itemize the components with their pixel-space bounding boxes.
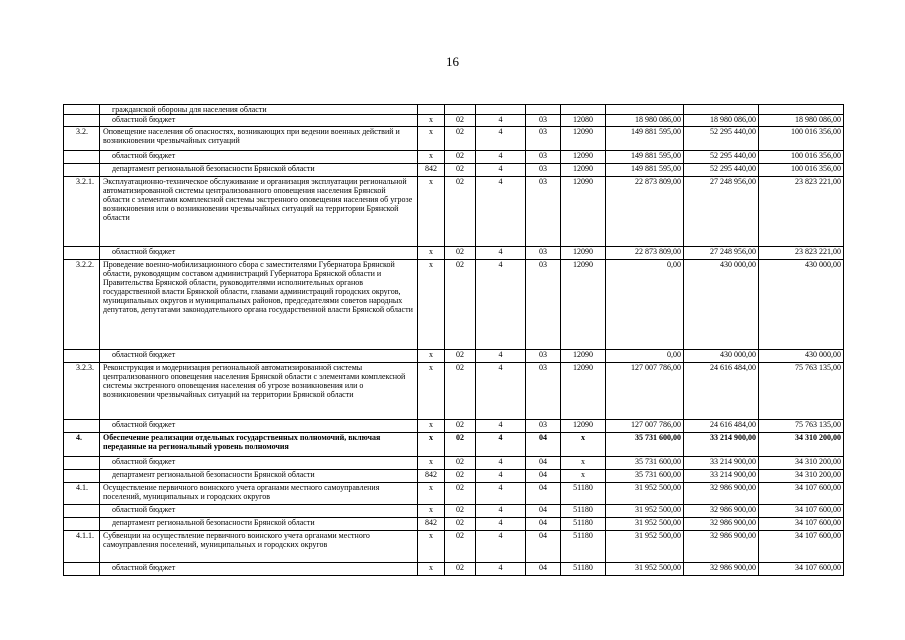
cell-osn: 03 (526, 177, 561, 247)
cell-value-1: 35 731 600,00 (606, 457, 684, 470)
cell-direction-code: 12090 (561, 127, 606, 151)
cell-number (64, 470, 100, 483)
cell-value-3: 34 310 200,00 (759, 470, 844, 483)
cell-value-2: 24 616 484,00 (684, 363, 759, 420)
budget-table-body (64, 105, 844, 576)
cell-admin-code: x (418, 350, 445, 363)
cell-value-3: 34 107 600,00 (759, 563, 844, 576)
cell-value-1: 0,00 (606, 350, 684, 363)
cell-pgp: 4 (476, 127, 526, 151)
cell-direction-code: x (561, 470, 606, 483)
cell-pgp: 4 (476, 151, 526, 164)
cell-value-2: 27 248 956,00 (684, 177, 759, 247)
cell-number (64, 457, 100, 470)
cell-admin-code: x (418, 563, 445, 576)
cell-value-3: 430 000,00 (759, 350, 844, 363)
cell-value-2: 52 295 440,00 (684, 151, 759, 164)
cell-pgp (476, 105, 526, 115)
table-row (64, 531, 844, 563)
cell-number (64, 518, 100, 531)
table-row (64, 433, 844, 457)
cell-value-1: 149 881 595,00 (606, 164, 684, 177)
cell-value-1: 31 952 500,00 (606, 518, 684, 531)
cell-value-3: 34 310 200,00 (759, 457, 844, 470)
cell-osn: 03 (526, 164, 561, 177)
cell-pgp: 4 (476, 518, 526, 531)
cell-direction-code: 51180 (561, 518, 606, 531)
table-row (64, 177, 844, 247)
cell-value-2: 33 214 900,00 (684, 470, 759, 483)
cell-admin-code: x (418, 177, 445, 247)
cell-value-3 (759, 105, 844, 115)
table-row (64, 247, 844, 260)
cell-gp: 02 (445, 247, 476, 260)
cell-value-1: 31 952 500,00 (606, 483, 684, 505)
cell-name: департамент региональной безопасности Брянской области (100, 470, 418, 483)
cell-name: Реконструкция и модернизация региональной автоматизированной системы централизованного оповещения населения Брянской области с элементами комплексной системы экстренного оповещения населения об угрозе возникновения или о возникновении чрезвычайных ситуаций на территории Брянской области (100, 363, 418, 420)
cell-value-3: 430 000,00 (759, 260, 844, 350)
cell-value-2: 32 986 900,00 (684, 531, 759, 563)
cell-direction-code: 12080 (561, 115, 606, 127)
cell-number: 4.1. (64, 483, 100, 505)
cell-value-2: 33 214 900,00 (684, 433, 759, 457)
cell-value-3: 18 980 086,00 (759, 115, 844, 127)
cell-value-2: 24 616 484,00 (684, 420, 759, 433)
cell-pgp: 4 (476, 363, 526, 420)
table-row (64, 363, 844, 420)
cell-pgp: 4 (476, 531, 526, 563)
cell-admin-code: 842 (418, 164, 445, 177)
cell-value-1: 31 952 500,00 (606, 563, 684, 576)
cell-pgp: 4 (476, 260, 526, 350)
cell-value-3: 34 107 600,00 (759, 531, 844, 563)
cell-value-3: 34 107 600,00 (759, 483, 844, 505)
cell-name: департамент региональной безопасности Брянской области (100, 518, 418, 531)
cell-value-2 (684, 105, 759, 115)
cell-value-2: 32 986 900,00 (684, 505, 759, 518)
cell-value-1: 31 952 500,00 (606, 531, 684, 563)
cell-direction-code: 12090 (561, 363, 606, 420)
cell-admin-code: x (418, 260, 445, 350)
table-row (64, 563, 844, 576)
cell-pgp: 4 (476, 350, 526, 363)
cell-osn: 03 (526, 363, 561, 420)
cell-pgp: 4 (476, 420, 526, 433)
cell-value-3: 100 016 356,00 (759, 164, 844, 177)
cell-osn: 04 (526, 433, 561, 457)
cell-name: областной бюджет (100, 420, 418, 433)
cell-number (64, 350, 100, 363)
cell-direction-code (561, 105, 606, 115)
cell-direction-code: 12090 (561, 164, 606, 177)
cell-gp: 02 (445, 420, 476, 433)
cell-direction-code: 12090 (561, 260, 606, 350)
cell-number (64, 563, 100, 576)
cell-gp: 02 (445, 483, 476, 505)
cell-admin-code: x (418, 127, 445, 151)
cell-value-2: 32 986 900,00 (684, 563, 759, 576)
cell-name: гражданской обороны для населения области (100, 105, 418, 115)
budget-table (63, 104, 844, 576)
cell-admin-code: x (418, 505, 445, 518)
cell-osn: 04 (526, 518, 561, 531)
cell-gp: 02 (445, 151, 476, 164)
cell-osn: 03 (526, 247, 561, 260)
cell-number: 3.2.1. (64, 177, 100, 247)
cell-value-3: 23 823 221,00 (759, 177, 844, 247)
cell-admin-code: x (418, 420, 445, 433)
cell-gp: 02 (445, 164, 476, 177)
cell-gp: 02 (445, 531, 476, 563)
cell-value-3: 34 310 200,00 (759, 433, 844, 457)
cell-osn: 03 (526, 420, 561, 433)
cell-value-2: 52 295 440,00 (684, 127, 759, 151)
cell-osn: 04 (526, 483, 561, 505)
cell-value-3: 23 823 221,00 (759, 247, 844, 260)
cell-direction-code: 51180 (561, 483, 606, 505)
table-row (64, 470, 844, 483)
cell-admin-code: x (418, 363, 445, 420)
page-number: 16 (446, 54, 459, 69)
cell-direction-code: 12090 (561, 151, 606, 164)
cell-direction-code: 12090 (561, 247, 606, 260)
cell-value-2: 430 000,00 (684, 260, 759, 350)
cell-value-1: 127 007 786,00 (606, 363, 684, 420)
cell-osn: 04 (526, 531, 561, 563)
cell-gp: 02 (445, 363, 476, 420)
table-row (64, 420, 844, 433)
table-row (64, 115, 844, 127)
cell-gp (445, 105, 476, 115)
cell-osn: 03 (526, 115, 561, 127)
cell-name: областной бюджет (100, 505, 418, 518)
cell-name: областной бюджет (100, 115, 418, 127)
table-row (64, 483, 844, 505)
cell-value-1: 35 731 600,00 (606, 470, 684, 483)
cell-name: областной бюджет (100, 151, 418, 164)
cell-osn: 03 (526, 260, 561, 350)
cell-value-3: 100 016 356,00 (759, 127, 844, 151)
cell-pgp: 4 (476, 177, 526, 247)
cell-gp: 02 (445, 563, 476, 576)
cell-number (64, 151, 100, 164)
cell-gp: 02 (445, 457, 476, 470)
cell-value-3: 100 016 356,00 (759, 151, 844, 164)
cell-gp: 02 (445, 505, 476, 518)
cell-pgp: 4 (476, 505, 526, 518)
cell-value-2: 430 000,00 (684, 350, 759, 363)
cell-pgp: 4 (476, 470, 526, 483)
cell-number: 4. (64, 433, 100, 457)
cell-admin-code: x (418, 531, 445, 563)
cell-gp: 02 (445, 127, 476, 151)
cell-direction-code: 12090 (561, 177, 606, 247)
table-row (64, 350, 844, 363)
cell-number (64, 247, 100, 260)
cell-direction-code: x (561, 457, 606, 470)
table-row (64, 518, 844, 531)
cell-admin-code: 842 (418, 518, 445, 531)
cell-number (64, 164, 100, 177)
cell-value-1: 149 881 595,00 (606, 151, 684, 164)
cell-direction-code: 12090 (561, 350, 606, 363)
table-row (64, 260, 844, 350)
cell-admin-code: 842 (418, 470, 445, 483)
cell-value-2: 33 214 900,00 (684, 457, 759, 470)
table-row (64, 151, 844, 164)
cell-value-3: 34 107 600,00 (759, 518, 844, 531)
cell-number: 3.2.3. (64, 363, 100, 420)
cell-value-1: 22 873 809,00 (606, 247, 684, 260)
table-row (64, 105, 844, 115)
cell-osn: 04 (526, 505, 561, 518)
cell-value-3: 34 107 600,00 (759, 505, 844, 518)
cell-value-3: 75 763 135,00 (759, 420, 844, 433)
cell-value-2: 32 986 900,00 (684, 518, 759, 531)
cell-value-3: 75 763 135,00 (759, 363, 844, 420)
cell-name: департамент региональной безопасности Брянской области (100, 164, 418, 177)
cell-pgp: 4 (476, 247, 526, 260)
cell-pgp: 4 (476, 433, 526, 457)
cell-direction-code: 51180 (561, 531, 606, 563)
cell-osn: 03 (526, 151, 561, 164)
cell-value-1 (606, 105, 684, 115)
cell-number (64, 420, 100, 433)
cell-name: областной бюджет (100, 350, 418, 363)
cell-number: 4.1.1. (64, 531, 100, 563)
cell-name: Проведение военно-мобилизационного сбора с заместителями Губернатора Брянской области, руководящим составом администраций Губернатора Брянской области и Правительства Брянской области, руководителями исполнительных органов государственной власти Брянской области, главами администраций городских округов, муниципальных округов и муниципальных районов, председателями советов народных депутатов, депутатами законодательного органа государственной власти Брянской области (100, 260, 418, 350)
cell-value-1: 149 881 595,00 (606, 127, 684, 151)
cell-gp: 02 (445, 433, 476, 457)
cell-value-1: 127 007 786,00 (606, 420, 684, 433)
cell-name: Обеспечение реализации отдельных государственных полномочий, включая переданные на региональный уровень полномочия (100, 433, 418, 457)
cell-name: Субвенции на осуществление первичного воинского учета органами местного самоуправления поселений, муниципальных и городских округов (100, 531, 418, 563)
cell-direction-code: x (561, 433, 606, 457)
cell-value-2: 32 986 900,00 (684, 483, 759, 505)
cell-value-1: 18 980 086,00 (606, 115, 684, 127)
cell-name: областной бюджет (100, 247, 418, 260)
cell-direction-code: 51180 (561, 563, 606, 576)
cell-gp: 02 (445, 177, 476, 247)
cell-number (64, 505, 100, 518)
cell-pgp: 4 (476, 164, 526, 177)
table-row (64, 164, 844, 177)
cell-direction-code: 51180 (561, 505, 606, 518)
cell-pgp: 4 (476, 457, 526, 470)
cell-admin-code: x (418, 247, 445, 260)
table-row (64, 505, 844, 518)
cell-value-1: 0,00 (606, 260, 684, 350)
cell-number (64, 105, 100, 115)
cell-value-1: 31 952 500,00 (606, 505, 684, 518)
cell-gp: 02 (445, 350, 476, 363)
cell-gp: 02 (445, 470, 476, 483)
cell-value-2: 27 248 956,00 (684, 247, 759, 260)
cell-name: Оповещение населения об опасностях, возникающих при ведении военных действий и возникновении чрезвычайных ситуаций (100, 127, 418, 151)
cell-name: Осуществление первичного воинского учета органами местного самоуправления поселений, муниципальных и городских округов (100, 483, 418, 505)
cell-value-2: 52 295 440,00 (684, 164, 759, 177)
cell-gp: 02 (445, 518, 476, 531)
cell-value-1: 22 873 809,00 (606, 177, 684, 247)
cell-gp: 02 (445, 260, 476, 350)
cell-name: областной бюджет (100, 457, 418, 470)
cell-name: Эксплуатационно-техническое обслуживание и организация эксплуатации региональной автоматизированной системы централизованного оповещения населения Брянской области с элементами комплексной системы экстренного оповещения населения об угрозе возникновения или о возникновении чрезвычайных ситуаций на территории Брянской области (100, 177, 418, 247)
cell-admin-code: x (418, 433, 445, 457)
cell-admin-code: x (418, 115, 445, 127)
cell-value-1: 35 731 600,00 (606, 433, 684, 457)
cell-name: областной бюджет (100, 563, 418, 576)
cell-direction-code: 12090 (561, 420, 606, 433)
cell-osn: 04 (526, 457, 561, 470)
cell-admin-code (418, 105, 445, 115)
cell-pgp: 4 (476, 115, 526, 127)
cell-pgp: 4 (476, 483, 526, 505)
cell-number (64, 115, 100, 127)
cell-admin-code: x (418, 457, 445, 470)
cell-pgp: 4 (476, 563, 526, 576)
cell-number: 3.2. (64, 127, 100, 151)
cell-number: 3.2.2. (64, 260, 100, 350)
table-row (64, 127, 844, 151)
cell-osn: 04 (526, 563, 561, 576)
cell-osn: 03 (526, 350, 561, 363)
cell-osn (526, 105, 561, 115)
table-row (64, 457, 844, 470)
cell-admin-code: x (418, 151, 445, 164)
cell-osn: 04 (526, 470, 561, 483)
cell-osn: 03 (526, 127, 561, 151)
cell-value-2: 18 980 086,00 (684, 115, 759, 127)
cell-admin-code: x (418, 483, 445, 505)
cell-gp: 02 (445, 115, 476, 127)
